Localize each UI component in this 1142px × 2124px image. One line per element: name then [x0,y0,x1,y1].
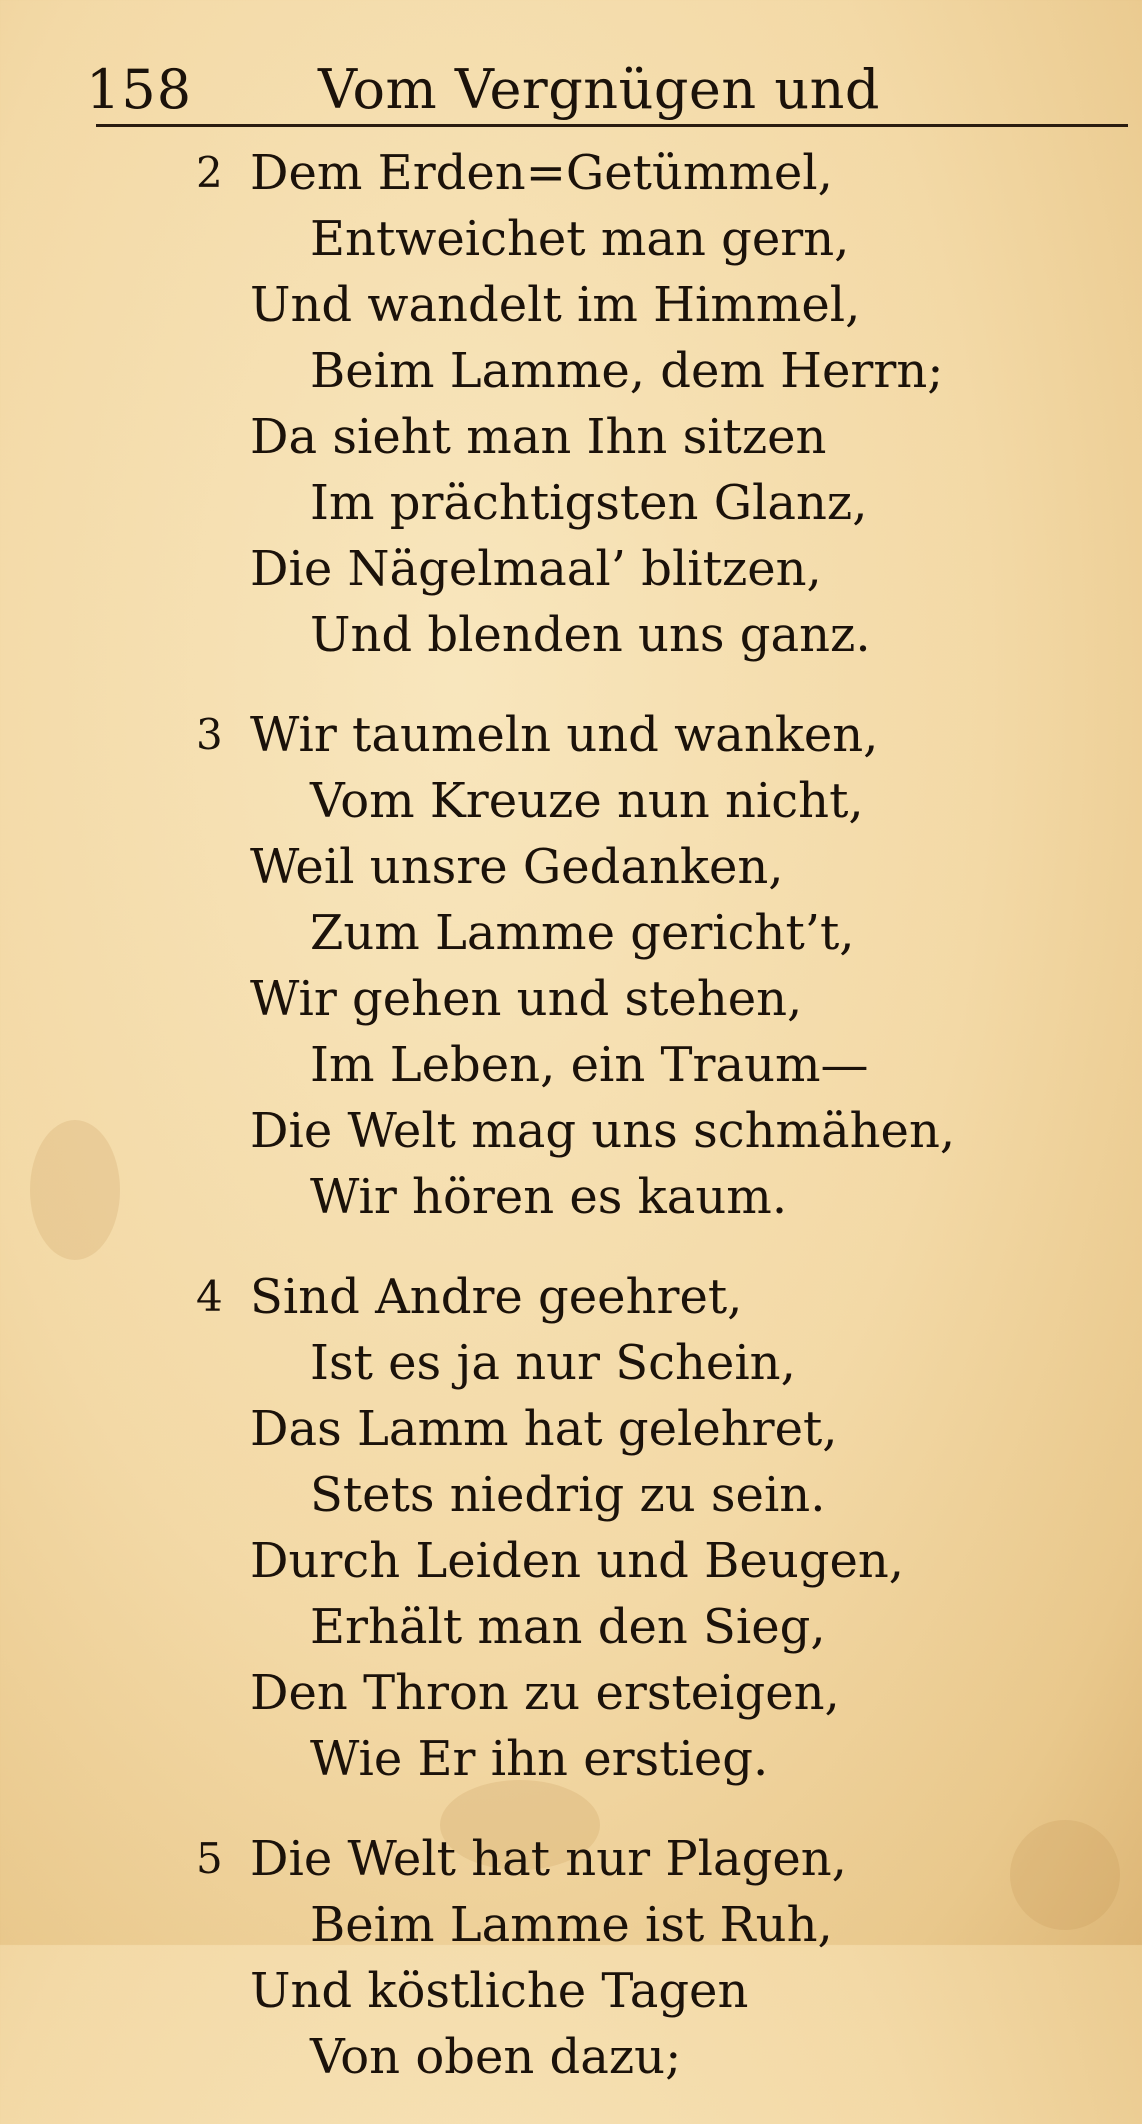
verse-line: Stets niedrig zu sein. [310,1467,826,1523]
stanza-number: 5 [196,1834,223,1883]
verse-line: Durch Leiden und Beugen, [250,1533,905,1589]
verse-line: Die Nägelmaal’ blitzen, [250,541,822,597]
verse-line: Beim Lamme, dem Herrn; [310,343,944,399]
stanza-2 [0,140,1142,668]
verse-line: Beim Lamme ist Ruh, [310,1897,833,1953]
hymn-text [0,140,1142,2124]
stanza-number: 3 [196,710,223,759]
stanza-number: 2 [196,148,223,197]
verse-line: Vom Kreuze nun nicht, [310,773,864,829]
verse-line: Da sieht man Ihn sitzen [250,409,827,465]
verse-line: Ist es ja nur Schein, [310,1335,796,1391]
stanza-number: 4 [196,1272,223,1321]
verse-line: Und wandelt im Himmel, [250,277,861,333]
stanza-3 [0,702,1142,1230]
verse-line: Dem Erden=Getümmel, [250,145,833,201]
verse-line: Das Lamm hat gelehret, [250,1401,838,1457]
verse-line: Wie Er ihn erstieg. [310,1731,769,1787]
verse-line: Die Welt mag uns schmähen, [250,1103,956,1159]
verse-line: Erhält man den Sieg, [310,1599,826,1655]
verse-line: Entweichet man gern, [310,211,850,267]
page-header [0,60,1142,130]
verse-line: Und blenden uns ganz. [310,607,871,663]
verse-line: Sind Andre geehret, [250,1269,743,1325]
verse-line: Im prächtigsten Glanz, [310,475,868,531]
stanza-4 [0,1264,1142,1792]
verse-line: Und köstliche Tagen [250,1963,749,2019]
verse-line: Im Leben, ein Traum— [310,1037,869,1093]
stanza-5 [0,1826,1142,2090]
page-number: 158 [86,58,193,121]
header-rule [96,124,1128,127]
verse-line: Die Welt hat nur Plagen, [250,1831,847,1887]
verse-line: Wir taumeln und wanken, [250,707,879,763]
verse-line: Den Thron zu ersteigen, [250,1665,840,1721]
verse-line: Wir gehen und stehen, [250,971,803,1027]
verse-line: Von oben dazu; [310,2029,682,2085]
verse-line: Zum Lamme gericht’t, [310,905,855,961]
verse-line: Wir hören es kaum. [310,1169,788,1225]
running-head: Vom Vergnügen und [318,58,880,121]
verse-line: Weil unsre Gedanken, [250,839,784,895]
